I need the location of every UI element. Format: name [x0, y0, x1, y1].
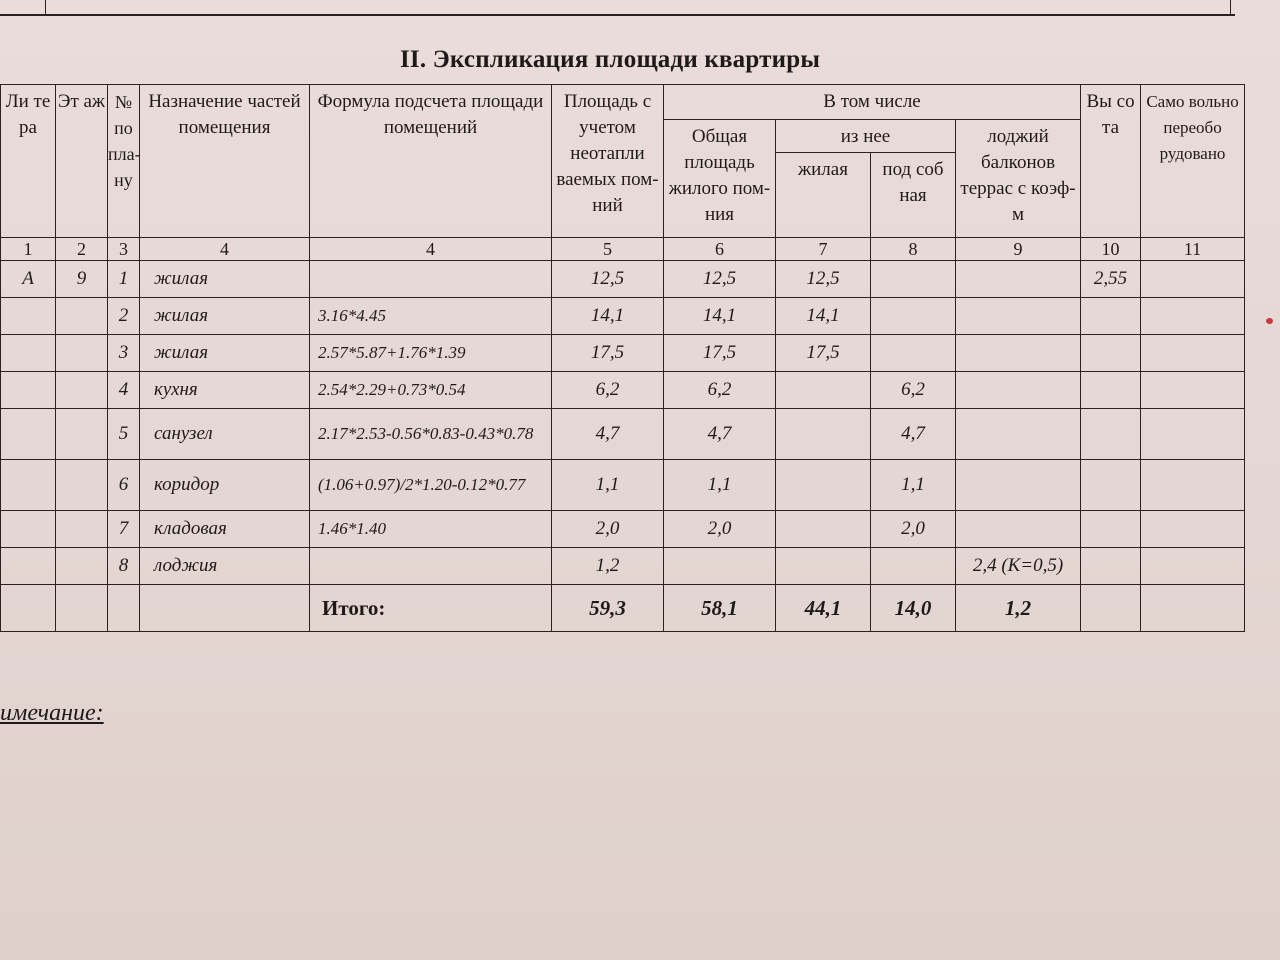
- cell-samovolno: [1141, 460, 1245, 511]
- cell-area: 4,7: [552, 409, 664, 460]
- cell-obshchaya: 4,7: [664, 409, 776, 460]
- cell-etazh: [56, 548, 108, 585]
- table-row: [1, 298, 1245, 335]
- cell-area: 12,5: [552, 261, 664, 298]
- cell-name: лоджия: [140, 548, 310, 585]
- cell-lodzhiy: [956, 335, 1081, 372]
- total-podsobnaya: 14,0: [871, 585, 956, 632]
- ink-spot: [1266, 318, 1273, 324]
- column-number: 7: [776, 238, 871, 261]
- column-number: 11: [1141, 238, 1245, 261]
- total-zhilaya: 44,1: [776, 585, 871, 632]
- cell-etazh: [56, 460, 108, 511]
- cell-no: 7: [108, 511, 140, 548]
- cell-litera: [1, 409, 56, 460]
- cell-zhilaya: [776, 409, 871, 460]
- cell-podsobnaya: [871, 261, 956, 298]
- column-number: 4: [310, 238, 552, 261]
- table-row: [1, 372, 1245, 409]
- column-number: 4: [140, 238, 310, 261]
- cell-formula: [310, 548, 552, 585]
- cell-name: жилая: [140, 261, 310, 298]
- cell-obshchaya: 1,1: [664, 460, 776, 511]
- total-empty-cell: [108, 585, 140, 632]
- total-empty-cell: [1, 585, 56, 632]
- cell-obshchaya: [664, 548, 776, 585]
- border-tick: [1230, 0, 1231, 14]
- column-number: 9: [956, 238, 1081, 261]
- cell-area: 1,2: [552, 548, 664, 585]
- cell-podsobnaya: [871, 298, 956, 335]
- header-vysota: Вы со та: [1081, 85, 1141, 238]
- cell-formula: 3.16*4.45: [310, 298, 552, 335]
- cell-podsobnaya: 2,0: [871, 511, 956, 548]
- cell-zhilaya: [776, 460, 871, 511]
- cell-obshchaya: 6,2: [664, 372, 776, 409]
- cell-area: 2,0: [552, 511, 664, 548]
- border-tick: [45, 0, 46, 14]
- cell-obshchaya: 14,1: [664, 298, 776, 335]
- cell-vysota: [1081, 548, 1141, 585]
- cell-area: 6,2: [552, 372, 664, 409]
- table-row: [1, 335, 1245, 372]
- cell-lodzhiy: [956, 409, 1081, 460]
- column-number: 8: [871, 238, 956, 261]
- page-title: II. Экспликация площади квартиры: [400, 46, 821, 73]
- cell-no: 6: [108, 460, 140, 511]
- cell-etazh: 9: [56, 261, 108, 298]
- cell-no: 3: [108, 335, 140, 372]
- cell-lodzhiy: [956, 261, 1081, 298]
- cell-litera: [1, 372, 56, 409]
- table-row: [1, 460, 1245, 511]
- cell-litera: [1, 298, 56, 335]
- cell-vysota: [1081, 298, 1141, 335]
- total-empty-cell: [1141, 585, 1245, 632]
- cell-samovolno: [1141, 511, 1245, 548]
- cell-formula: (1.06+0.97)/2*1.20-0.12*0.77: [310, 460, 552, 511]
- total-obshchaya: 58,1: [664, 585, 776, 632]
- cell-zhilaya: [776, 372, 871, 409]
- total-label: Итого:: [310, 585, 552, 632]
- cell-area: 1,1: [552, 460, 664, 511]
- explication-table-wrapper: [0, 84, 1245, 632]
- header-samovolno: Само вольно переобо рудовано: [1141, 85, 1245, 238]
- cell-samovolno: [1141, 298, 1245, 335]
- cell-podsobnaya: [871, 548, 956, 585]
- table-row: [1, 261, 1245, 298]
- cell-lodzhiy: [956, 460, 1081, 511]
- cell-litera: [1, 460, 56, 511]
- total-empty-cell: [56, 585, 108, 632]
- header-formula: Формула подсчета площади помещений: [310, 85, 552, 238]
- cell-vysota: [1081, 335, 1141, 372]
- cell-vysota: 2,55: [1081, 261, 1141, 298]
- cell-formula: 2.54*2.29+0.73*0.54: [310, 372, 552, 409]
- top-border: [0, 0, 1235, 16]
- cell-etazh: [56, 372, 108, 409]
- table-row: [1, 511, 1245, 548]
- cell-samovolno: [1141, 409, 1245, 460]
- cell-no: 5: [108, 409, 140, 460]
- cell-zhilaya: [776, 548, 871, 585]
- cell-no: 2: [108, 298, 140, 335]
- cell-podsobnaya: [871, 335, 956, 372]
- column-number: 10: [1081, 238, 1141, 261]
- header-v-tom-chisle: В том числе: [664, 85, 1081, 120]
- cell-area: 14,1: [552, 298, 664, 335]
- cell-name: жилая: [140, 298, 310, 335]
- column-number: 6: [664, 238, 776, 261]
- cell-obshchaya: 12,5: [664, 261, 776, 298]
- cell-zhilaya: 17,5: [776, 335, 871, 372]
- cell-formula: [310, 261, 552, 298]
- header-podsobnaya: под соб ная: [871, 153, 956, 238]
- cell-etazh: [56, 409, 108, 460]
- table-row: [1, 409, 1245, 460]
- table-row: [1, 548, 1245, 585]
- cell-zhilaya: 12,5: [776, 261, 871, 298]
- header-zhilaya: жилая: [776, 153, 871, 238]
- cell-vysota: [1081, 409, 1141, 460]
- cell-lodzhiy: [956, 298, 1081, 335]
- cell-etazh: [56, 298, 108, 335]
- cell-lodzhiy: 2,4 (К=0,5): [956, 548, 1081, 585]
- column-number: 1: [1, 238, 56, 261]
- cell-lodzhiy: [956, 511, 1081, 548]
- cell-formula: 2.57*5.87+1.76*1.39: [310, 335, 552, 372]
- cell-litera: А: [1, 261, 56, 298]
- cell-name: кухня: [140, 372, 310, 409]
- cell-podsobnaya: 6,2: [871, 372, 956, 409]
- note-label: имечание:: [0, 700, 104, 726]
- cell-podsobnaya: 4,7: [871, 409, 956, 460]
- header-lodzhiy: лоджий балконов террас с коэф-м: [956, 120, 1081, 238]
- cell-name: жилая: [140, 335, 310, 372]
- total-lodzhiy: 1,2: [956, 585, 1081, 632]
- header-etazh: Эт аж: [56, 85, 108, 238]
- cell-area: 17,5: [552, 335, 664, 372]
- column-number: 3: [108, 238, 140, 261]
- header-naznachenie: Назначение частей помещения: [140, 85, 310, 238]
- cell-podsobnaya: 1,1: [871, 460, 956, 511]
- total-empty-cell: [1081, 585, 1141, 632]
- explication-table: [0, 84, 1245, 632]
- column-number: 5: [552, 238, 664, 261]
- header-no-po-planu: № по пла- ну: [108, 85, 140, 238]
- header-litera: Ли те ра: [1, 85, 56, 238]
- cell-vysota: [1081, 460, 1141, 511]
- header-obshchaya: Общая площадь жилого пом-ния: [664, 120, 776, 238]
- cell-lodzhiy: [956, 372, 1081, 409]
- cell-etazh: [56, 335, 108, 372]
- cell-no: 4: [108, 372, 140, 409]
- total-row: [1, 585, 1245, 632]
- cell-formula: 1.46*1.40: [310, 511, 552, 548]
- column-numbers-row: [1, 238, 1245, 261]
- cell-formula: 2.17*2.53-0.56*0.83-0.43*0.78: [310, 409, 552, 460]
- cell-name: коридор: [140, 460, 310, 511]
- cell-litera: [1, 548, 56, 585]
- cell-litera: [1, 335, 56, 372]
- cell-name: санузел: [140, 409, 310, 460]
- cell-litera: [1, 511, 56, 548]
- column-number: 2: [56, 238, 108, 261]
- cell-etazh: [56, 511, 108, 548]
- cell-zhilaya: 14,1: [776, 298, 871, 335]
- total-area: 59,3: [552, 585, 664, 632]
- cell-samovolno: [1141, 372, 1245, 409]
- cell-name: кладовая: [140, 511, 310, 548]
- cell-obshchaya: 17,5: [664, 335, 776, 372]
- total-empty-cell: [140, 585, 310, 632]
- cell-samovolno: [1141, 548, 1245, 585]
- cell-vysota: [1081, 511, 1141, 548]
- cell-samovolno: [1141, 335, 1245, 372]
- cell-no: 8: [108, 548, 140, 585]
- header-ploshchad: Площадь с учетом неотапли ваемых пом-ний: [552, 85, 664, 238]
- cell-samovolno: [1141, 261, 1245, 298]
- header-iz-nee: из нее: [776, 120, 956, 153]
- cell-vysota: [1081, 372, 1141, 409]
- cell-zhilaya: [776, 511, 871, 548]
- cell-no: 1: [108, 261, 140, 298]
- cell-obshchaya: 2,0: [664, 511, 776, 548]
